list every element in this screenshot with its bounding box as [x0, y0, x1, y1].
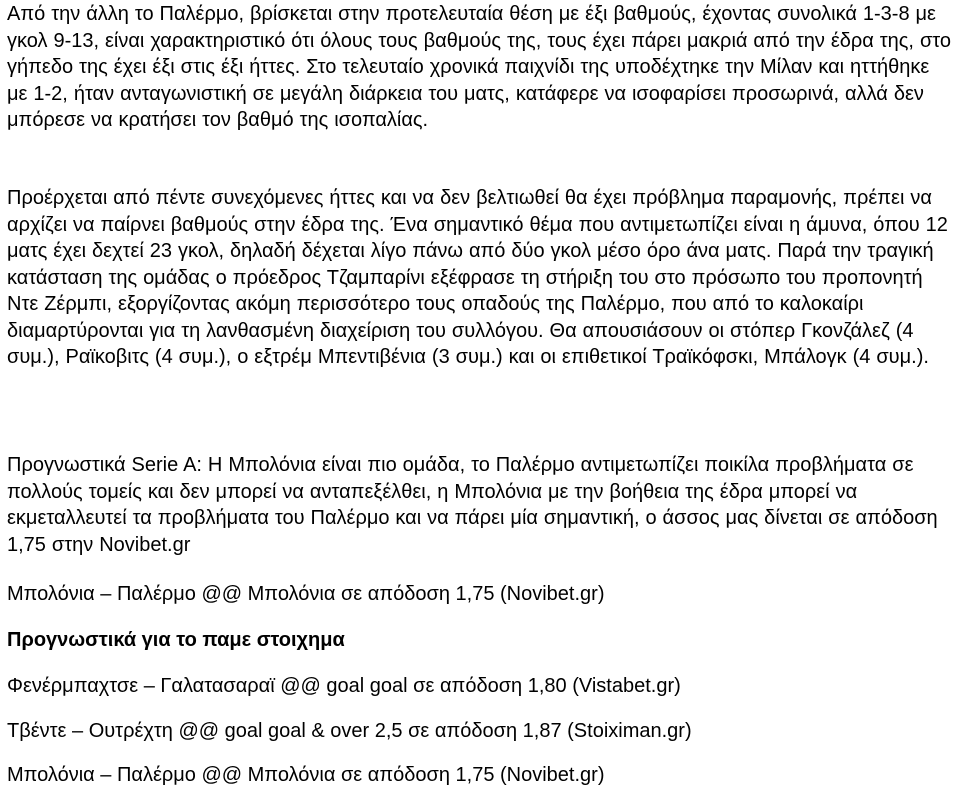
paragraph-palermo-standing: Από την άλλη το Παλέρμο, βρίσκεται στην προτελευταία θέση με έξι βαθμούς, έχοντας συνολικά 1-3-8 με γκολ 9-13, είναι χαρακτηριστικό ότι όλους τους βαθμούς της, τους έχει πάρει μακριά από την έδρα της, στο γήπεδο της έχει έξι στις έξι ήττες. Στο τελευταίο χρονικά παιχνίδι της υποδέχτηκε την Μίλαν και ηττήθηκε με 1-2, ήταν ανταγωνιστική σε μεγάλη διάρκεια του ματς, κατάφερε να ισοφαρίσει προσωρινά, αλλά δεν μπόρεσε να κρατήσει τον βαθμό της ισοπαλίας. — [7, 3, 952, 131]
predictions-heading: Προγνωστικά για το παμε στοιχημα — [7, 629, 345, 651]
paragraph-palermo-defense: Προέρχεται από πέντε συνεχόμενες ήττες και να δεν βελτιωθεί θα έχει πρόβλημα παραμονής, πρέπει να αρχίζει να παίρνει βαθμούς στην έδρα της. Ένα σημαντικό θέμα που αντιμετωπίζει είναι η άμυνα, όπου 12 ματς έχει δεχτεί 23 γκολ, δηλαδή δέχεται λίγο πάνω από δύο γκολ μέσο όρο άνα ματς. Παρά την τραγική κατάσταση της ομάδας ο πρόεδρος Τζαμπαρίνι εξέφρασε τη στήριξη του στο πρόσωπο του προπονητή Ντε Ζέρμπι, εξοργίζοντας ακόμη περισσότερο τους οπαδούς της Παλέρμο, που από το καλοκαίρι διαμαρτύρονται για τη λανθασμένη διαχείριση του συλλόγου. Θα απουσιάσουν οι στόπερ Γκονζάλεζ (4 συμ.), Ραϊκοβιτς (4 συμ.), ο εξτρέμ Μπεντιβένια (3 συμ.) και οι επιθετικοί Τραϊκόφσκι, Μπάλογκ (4 συμ.). — [7, 187, 948, 368]
tip-item-bologna: Μπολόνια – Παλέρμο @@ Μπολόνια σε απόδοση 1,75 (Novibet.gr) — [7, 764, 605, 786]
tip-item-twente: Τβέντε – Ουτρέχτη @@ goal goal & over 2,5 σε απόδοση 1,87 (Stoiximan.gr) — [7, 720, 692, 742]
tip-item-fenerbahce: Φενέρμπαχτσε – Γαλατασαραϊ @@ goal goal σε απόδοση 1,80 (Vistabet.gr) — [7, 675, 681, 697]
tip-main: Μπολόνια – Παλέρμο @@ Μπολόνια σε απόδοση 1,75 (Novibet.gr) — [7, 583, 605, 605]
paragraph-prediction: Προγνωστικά Serie A: Η Μπολόνια είναι πιο ομάδα, το Παλέρμο αντιμετωπίζει ποικίλα προβλήματα σε πολλούς τομείς και δεν μπορεί να ανταπεξέλθει, η Μπολόνια με την βοήθεια της έδρα μπορεί να εκμεταλλευτεί τα προβλήματα του Παλέρμο και να πάρει μία σημαντική, ο άσσος μας δίνεται σε απόδοση 1,75 στην Novibet.gr — [7, 454, 938, 556]
